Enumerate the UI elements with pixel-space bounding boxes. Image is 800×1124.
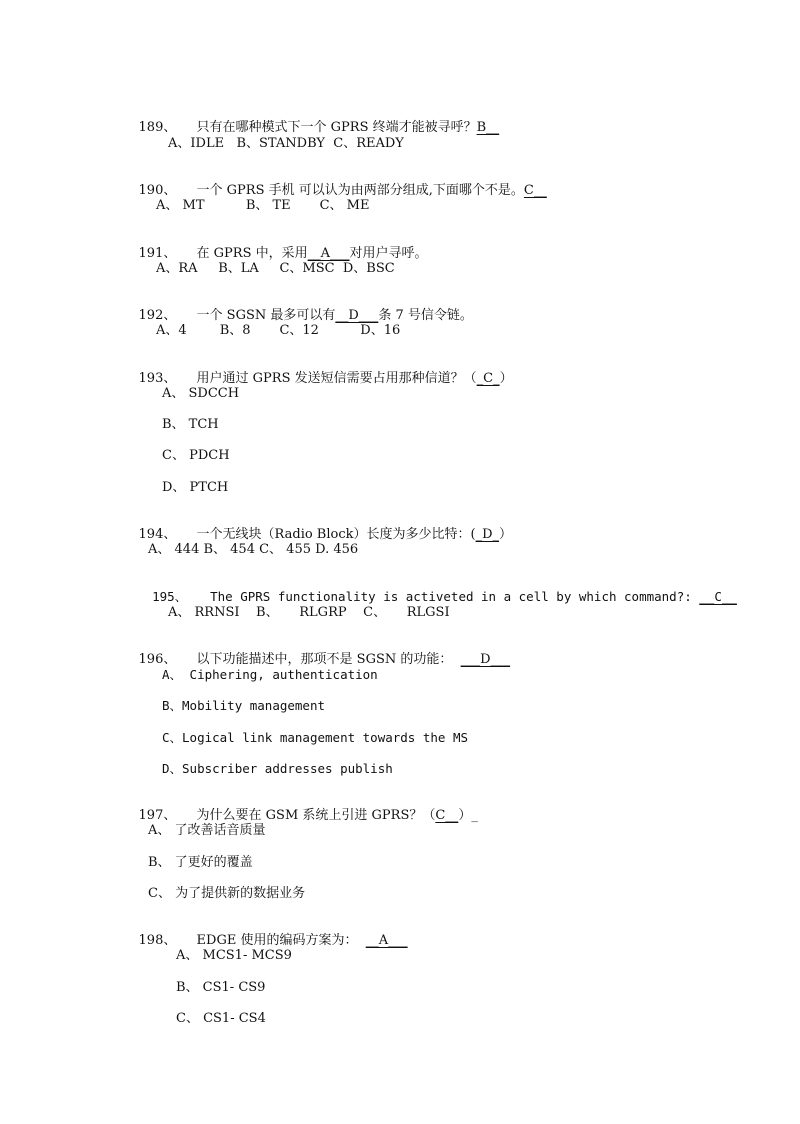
option-line: A、 SDCCH (162, 386, 240, 401)
option-line: A、 Ciphering, authentication (162, 667, 378, 682)
option-line: A、 MT B、 TE C、 ME (156, 198, 370, 213)
question-text: 以下功能描述中，那项不是 SGSN 的功能： (196, 652, 461, 667)
option-line: A、4 B、8 C、12 D、16 (156, 323, 401, 338)
question-number: 192、 (138, 308, 177, 323)
answer-blank: __A___ (365, 933, 408, 948)
question-number: 198、 (138, 933, 177, 948)
question-text-end: 条 7 号信令链。 (378, 308, 473, 323)
question-text: 一个 GPRS 手机 可以认为由两部分组成,下面哪个不是。 (196, 183, 524, 198)
answer-blank: ___D___ (460, 652, 511, 667)
option-line: A、 了改善话音质量 (148, 823, 266, 838)
question-text: 为什么要在 GSM 系统上引进 GPRS？（ (196, 808, 436, 823)
option-line: C、 CS1- CS4 (176, 1011, 266, 1026)
answer-blank: __A___ (307, 246, 350, 261)
option-line: B、 了更好的覆盖 (148, 855, 253, 870)
question-text: 在 GPRS 中，采用 (196, 246, 308, 261)
option-line: D、Subscriber addresses publish (162, 761, 393, 776)
option-line: B、 CS1- CS9 (176, 980, 266, 995)
answer-blank: C__ (435, 808, 459, 823)
option-line: A、 RRNSI B、 RLGRP C、 RLGSI (168, 605, 450, 620)
question-number: 194、 (138, 527, 177, 542)
option-line: B、 TCH (162, 417, 219, 432)
option-line: C、 为了提供新的数据业务 (148, 886, 306, 901)
question-text-end: ） (499, 527, 513, 542)
question-text-end: ）_ (458, 808, 478, 823)
option-line: D、 PTCH (162, 480, 229, 495)
option-line: A、 MCS1- MCS9 (176, 948, 292, 963)
question-text-end: ） (499, 371, 513, 386)
option-line: B、Mobility management (162, 698, 326, 713)
question-text: 只有在哪种模式下一个 GPRS 终端才能被寻呼？ (196, 120, 477, 135)
answer-blank: _D_ (475, 527, 500, 542)
question-number: 191、 (138, 246, 177, 261)
question-text: 用户通过 GPRS 发送短信需要占用那种信道？（ (196, 371, 477, 386)
question-number: 197、 (138, 808, 177, 823)
answer-blank: C__ (523, 183, 547, 198)
answer-blank: _C_ (476, 371, 500, 386)
option-line: A、RA B、LA C、MSC D、BSC (156, 261, 395, 276)
question-text: The GPRS functionality is activeted in a cell by which command?: (210, 589, 700, 604)
question-number: 190、 (138, 183, 177, 198)
question-text: 一个 SGSN 最多可以有 (196, 308, 336, 323)
answer-blank: B__ (476, 120, 500, 135)
answer-blank: __C__ (699, 589, 737, 604)
question-number: 195、 (152, 589, 188, 604)
option-line: C、 PDCH (162, 448, 230, 463)
answer-blank: __D___ (335, 308, 379, 323)
question-number: 193、 (138, 371, 177, 386)
question-number: 196、 (138, 652, 177, 667)
option-line: C、Logical link management towards the MS (162, 730, 468, 745)
option-line: A、 444 B、 454 C、 455 D. 456 (148, 542, 359, 557)
option-line: A、IDLE B、STANDBY C、READY (168, 136, 404, 151)
question-text: 一个无线块（Radio Block）长度为多少比特：( (196, 527, 476, 542)
question-text-end: 对用户寻呼。 (349, 246, 428, 261)
question-number: 189、 (138, 120, 177, 135)
question-text: EDGE 使用的编码方案为： (196, 933, 366, 948)
